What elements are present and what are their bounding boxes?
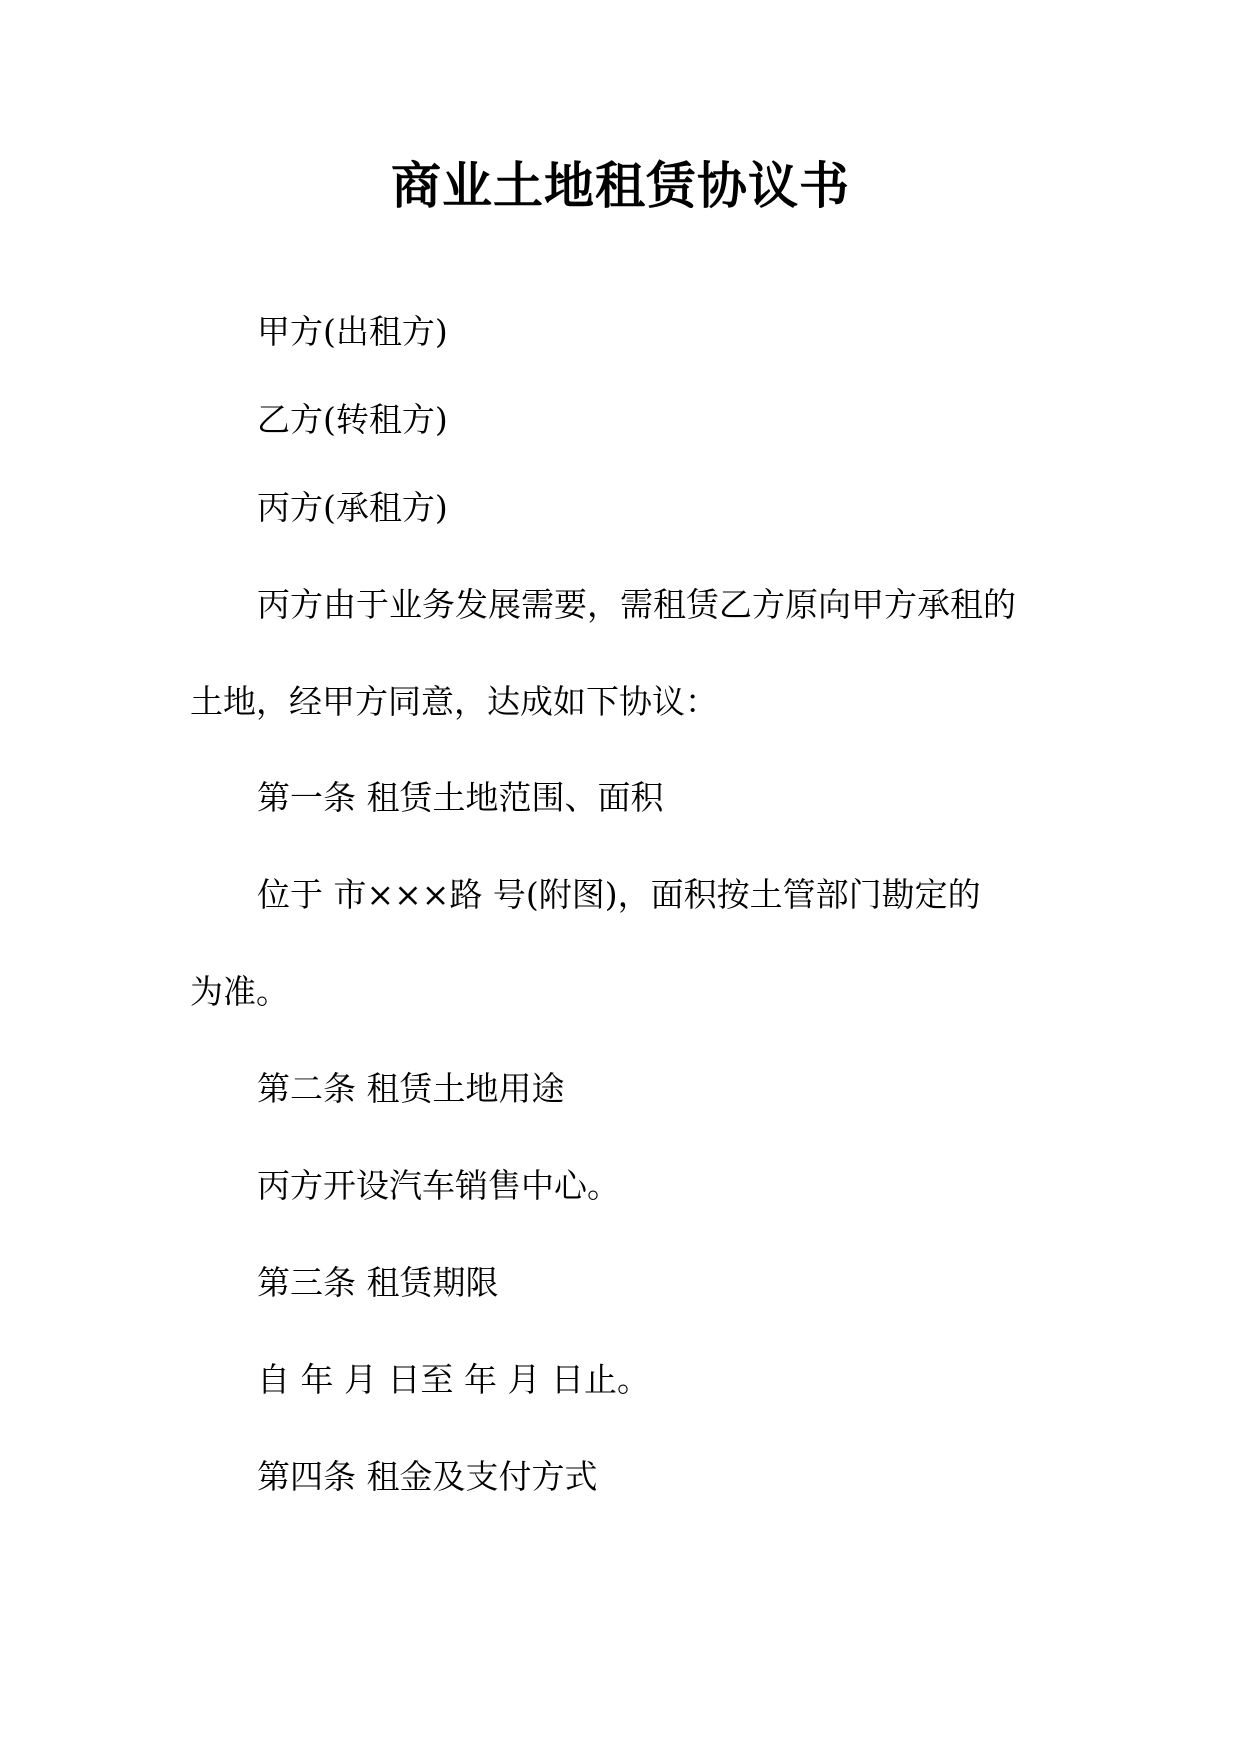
- article-3-heading: 第三条 租赁期限: [257, 1263, 499, 1302]
- preamble-line-1: 丙方由于业务发展需要，需租赁乙方原向甲方承租的: [257, 585, 1016, 624]
- article-1-text-line-2: 为准。: [190, 972, 289, 1011]
- article-1-text-line-1: 位于 市×××路 号(附图)，面积按土管部门勘定的: [257, 875, 981, 914]
- party-b-line: 乙方(转租方): [257, 400, 448, 439]
- article-1-heading: 第一条 租赁土地范围、面积: [257, 778, 664, 817]
- article-2-heading: 第二条 租赁土地用途: [257, 1069, 565, 1108]
- article-3-text: 自 年 月 日至 年 月 日止。: [257, 1360, 650, 1399]
- document-title: 商业土地租赁协议书: [391, 156, 850, 215]
- article-4-heading: 第四条 租金及支付方式: [257, 1457, 598, 1496]
- party-c-line: 丙方(承租方): [257, 488, 448, 527]
- preamble-line-2: 土地，经甲方同意，达成如下协议：: [190, 682, 718, 721]
- party-a-line: 甲方(出租方): [257, 312, 448, 351]
- article-2-text: 丙方开设汽车销售中心。: [257, 1166, 620, 1205]
